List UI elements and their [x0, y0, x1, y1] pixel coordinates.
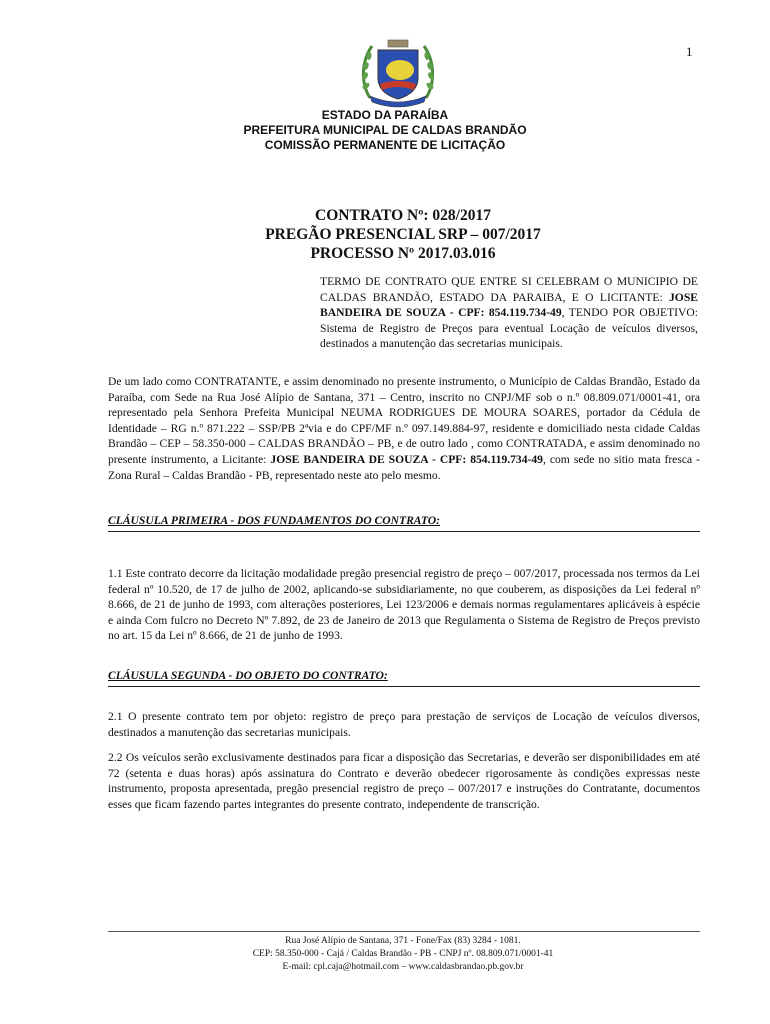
clause-2-heading: CLÁUSULA SEGUNDA - DO OBJETO DO CONTRATO: — [108, 669, 388, 682]
municipal-crest-icon — [356, 36, 440, 108]
clause-1-heading: CLÁUSULA PRIMEIRA - DOS FUNDAMENTOS DO CONTRATO: — [108, 514, 440, 527]
pregao-number: PREGÃO PRESENCIAL SRP – 007/2017 — [265, 226, 541, 243]
footer-contact: E-mail: cpl.caja@hotmail.com – www.caldasbrandao.pb.gov.br — [282, 962, 524, 972]
clause-1-divider — [108, 531, 700, 532]
process-number: PROCESSO Nº 2017.03.016 — [310, 245, 496, 262]
clause-2-paragraph-1: 2.1 O presente contrato tem por objeto: registro de preço para prestação de serviços de Locação de veículos diversos, destinados a manutenção das secretarias municipais. — [108, 710, 700, 739]
preamble-party: JOSE BANDEIRA DE SOUZA - CPF: 854.119.734-49 — [270, 452, 543, 466]
preamble-paragraph — [108, 374, 700, 483]
header-prefecture: PREFEITURA MUNICIPAL DE CALDAS BRANDÃO — [243, 123, 527, 137]
clause-1-paragraph: 1.1 Este contrato decorre da licitação modalidade pregão presencial registro de preço – 007/2017, processada nos termos da Lei federal nº 10.520, de 17 de julho de 2002, aplicando-se subsidiariamente, no que couberem, as disposições da Lei federal nº 8.666, de 21 de junho de 1993, com alterações posteriores, Lei 123/2006 e demais normas regulamentares aplicáveis à espécie e ainda Com fulcro no Decreto Nº 7.892, de 23 de Janeiro de 2013 que Regulamenta o Sistema de Registro de Preços previsto no art. 15 da Lei nº 8.666, de 21 de junho de 1993. — [108, 567, 700, 643]
footer-cep-cnpj: CEP: 58.350-000 - Cajá / Caldas Brandão - PB - CNPJ nº. 08.809.071/0001-41 — [252, 949, 554, 959]
summary-intro: TERMO DE CONTRATO QUE ENTRE SI CELEBRAM O MUNICIPIO DE CALDAS BRANDÃO, ESTADO DA PARAIBA, E O LICITANTE: — [320, 275, 698, 304]
header-state: ESTADO DA PARAÍBA — [321, 108, 449, 122]
header-commission: COMISSÃO PERMANENTE DE LICITAÇÃO — [264, 138, 506, 152]
clause-2-paragraph-2: 2.2 Os veículos serão exclusivamente destinados para ficar a disposição das Secretarias, e deverão ser disponibilidades em até 72 (setenta e duas horas) após assinatura do Contrato e deverão obedecer rigorosamente às condições expressas neste instrumento, proposta apresentada, pregão presencial registro de preço – 007/2017 e instruções do Contratante, documentos esses que ficam fazendo partes integrantes do presente contrato, independente de transcrição. — [108, 751, 700, 811]
contract-summary — [320, 274, 698, 352]
summary-party: JOSE BANDEIRA DE SOUZA - CPF: 854.119.734-49 — [320, 290, 698, 320]
page-number: 1 — [686, 44, 693, 59]
clause-2-divider — [108, 686, 700, 687]
contract-number: CONTRATO Nº: 028/2017 — [315, 207, 491, 224]
summary-rest: , TENDO POR OBJETIVO: Sistema de Registro de Preços para eventual Locação de veículos diversos, destinados a manutenção das secretarias municipais. — [320, 306, 698, 351]
preamble-text-b: , com sede no sitio mata fresca - Zona Rural – Caldas Brandão - PB, representado neste ato pelo mesmo. — [108, 452, 700, 482]
preamble-text-a: De um lado como CONTRATANTE, e assim denominado no presente instrumento, o Município de Caldas Brandão, Estado da Paraíba, com Sede na Rua José Alípio de Santana, 371 – Centro, inscrito no CNPJ/MF sob o n.º 08.809.071/0001-41, ora representado pela Senhora Prefeita Municipal NEUMA RODRIGUES DE MOURA SOARES, portador da Cédula de Identidade – RG n.º 871.222 – SSP/PB 2ªvia e do CPF/MF n.º 097.149.884-97, residente e domiciliado nesta cidade Caldas Brandão – CEP – 58.350-000 – CALDAS BRANDÃO – PB, e de outro lado , como CONTRATADA, e assim denominado no presente instrumento, a Licitante: — [108, 375, 700, 466]
footer-divider — [108, 931, 700, 932]
footer-address: Rua José Alípio de Santana, 371 - Fone/Fax (83) 3284 - 1081. — [285, 936, 521, 946]
